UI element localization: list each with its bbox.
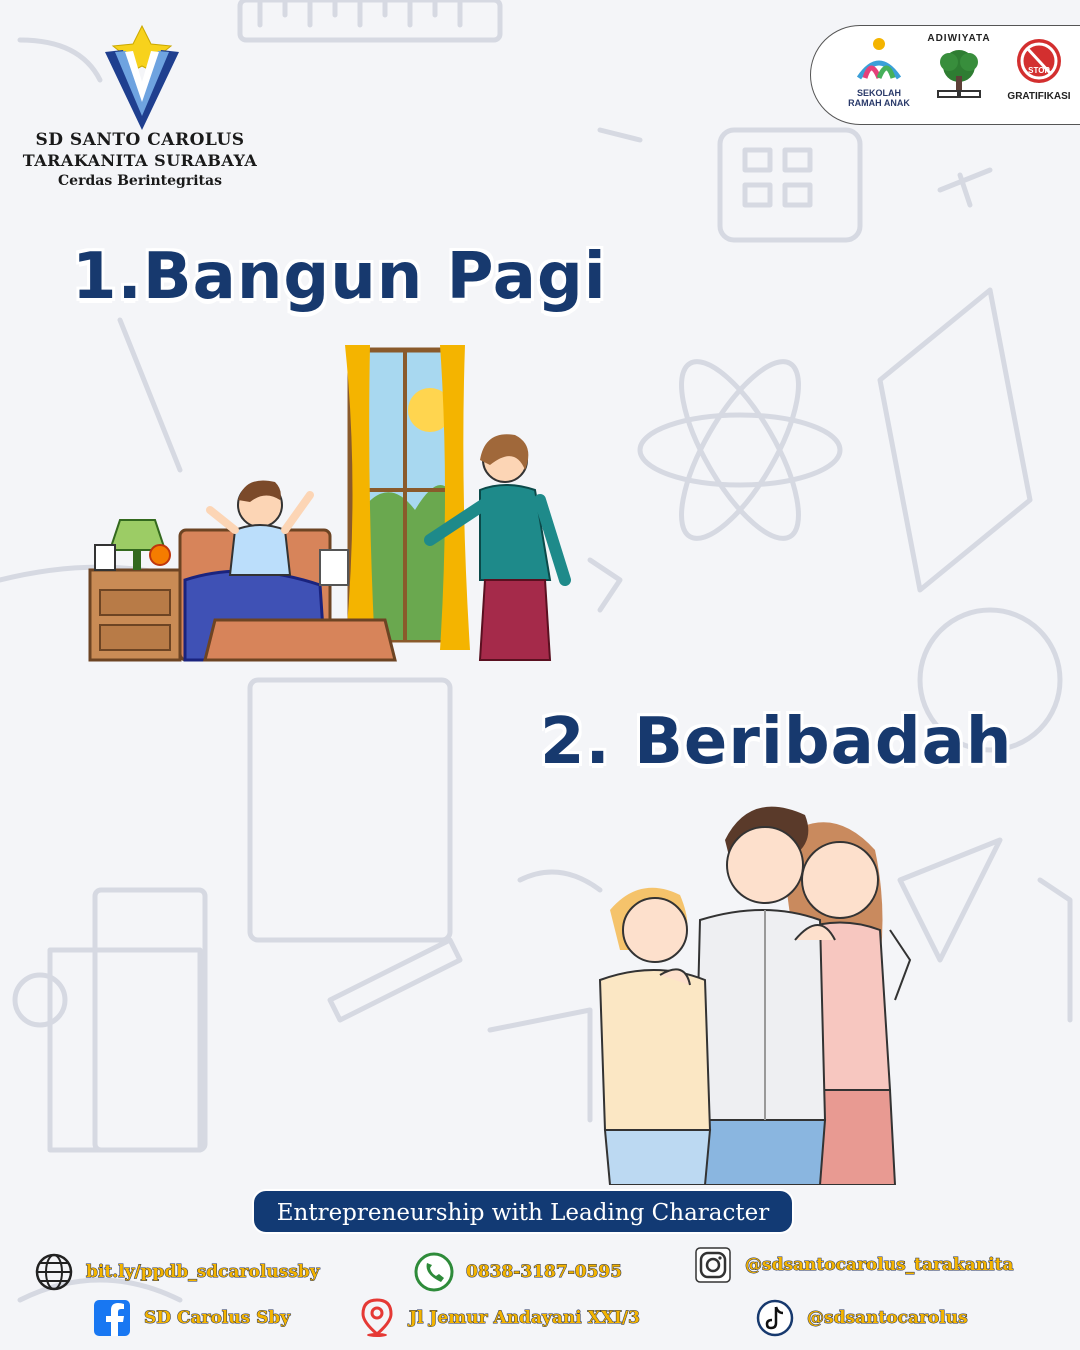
adiwiyata-tree-icon [931,44,987,106]
badge-label-line1: SEKOLAH [856,88,901,98]
contact-facebook[interactable] [92,1298,290,1338]
badges-panel [810,25,1080,125]
contact-phone[interactable] [414,1252,622,1292]
instagram-icon [693,1245,733,1285]
address-text[interactable]: Jl Jemur Andayani XXI/3 [409,1308,640,1328]
facebook-page[interactable]: SD Carolus Sby [144,1308,291,1328]
globe-icon [34,1252,74,1292]
badge-label-line2: RAMAH ANAK [848,98,910,108]
badge-gratifikasi-label: GRATIFIKASI [1007,91,1071,102]
contact-address[interactable] [357,1298,640,1338]
heading-beribadah: 2. Beribadah [540,705,1013,779]
contact-website[interactable] [34,1252,320,1292]
school-name-block [0,130,280,191]
school-logo [95,18,190,133]
facebook-icon [92,1298,132,1338]
tiktok-handle[interactable]: @sdsantocarolus [807,1308,968,1328]
stop-gratification-icon [1011,34,1067,88]
praying-family-illustration [590,790,950,1185]
website-link[interactable]: bit.ly/ppdb_sdcarolussby [86,1262,320,1282]
school-name-line1: SD SANTO CAROLUS [35,130,245,150]
school-motto: Cerdas Berintegritas [58,173,222,189]
tiktok-icon [755,1298,795,1338]
badge-stop-gratifikasi [994,34,1080,102]
badge-ramah-anak [839,34,919,108]
wake-up-illustration [85,340,585,680]
school-name-line2: TARAKANITA SURABAYA [22,151,258,170]
phone-icon [414,1252,454,1292]
badge-adiwiyata [919,34,999,110]
location-pin-icon [357,1298,397,1338]
tagline-banner: Entrepreneurship with Leading Character [252,1189,794,1234]
child-friendly-school-icon [851,34,907,84]
badge-adiwiyata-label: ADIWIYATA [927,33,991,44]
heading-bangun-pagi: 1.Bangun Pagi [72,240,607,314]
contact-instagram[interactable] [693,1245,1013,1285]
badge-stop-text: STOP [1028,66,1050,75]
contact-tiktok[interactable] [755,1298,968,1338]
instagram-handle[interactable]: @sdsantocarolus_tarakanita [745,1255,1014,1275]
phone-number[interactable]: 0838-3187-0595 [466,1262,623,1282]
